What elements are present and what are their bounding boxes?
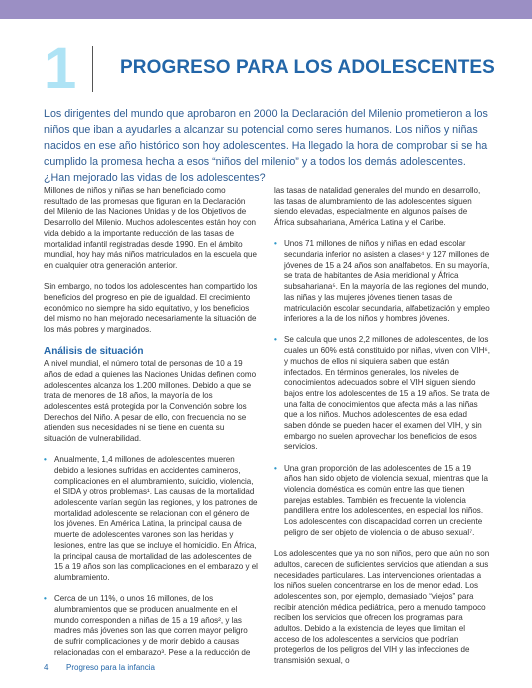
bullet-list [44, 455, 258, 658]
paragraph: Millones de niños y niñas se han beneficiado como resultado de las promesas que figuran en la Declaración del Milenio de las Naciones Unidas y de los Objetivos de Desarrollo del Milenio. Muchos adolescentes están hoy con vida debido a la importante reducción de las tasas de mortalidad infantil registradas desde 1990. En el ámbito mundial, hoy hay más niños matriculados en la escuela que en cualquier otra generación anterior. [44, 186, 257, 270]
paragraph: A nivel mundial, el número total de personas de 10 a 19 años de edad a quienes las Naciones Unidas definen como adolescentes alcanza los 1.200 millones. Debido a que se trata de menores de 18 años, la mayoría de los adolescentes está protegida por la Convención sobre los Derechos del Niño. A pesar de ello, con frecuencia no se atienden sus necesidades ni se tiene en cuenta su situación de vulnerabilidad. [44, 359, 257, 444]
page-footer [44, 663, 155, 672]
paragraph: Sin embargo, no todos los adolescentes han compartido los beneficios del progreso en pie de igualdad. El crecimiento económico no siempre ha sido equitativo, y los beneficios del mismo no han mejorado necesariamente la situación de los más pobres y marginados. [44, 282, 258, 334]
list-item [44, 455, 258, 583]
page-number: 4 [44, 663, 49, 672]
title-divider [92, 46, 93, 92]
bullet-icon: • [274, 463, 277, 473]
list-item [274, 464, 490, 539]
chapter-title: PROGRESO PARA LOS ADOLESCENTES [120, 57, 495, 78]
section-heading: Análisis de situación [44, 346, 144, 358]
list-item-text: Se calcula que unos 2,2 millones de adolescentes, de los cuales un 60% está constituido por niñas, viven con VIH⁶, y muchos de ellos ni siquiera saben que están infectados. En términos generales, los niveles de conocimientos adecuados sobre el VIH siguen siendo bajos entre los adolescentes de 15 a 19 años. Se trata de una falta de conocimientos que afecta más a las niñas que a los niños. Muchos adolescentes de esa edad saben dónde se pueden hacer el examen del VIH, y sin embargo no suelen aprovechar los beneficios de esos servicios. [284, 335, 490, 452]
list-item-text: Cerca de un 11%, o unos 16 millones, de los alumbramientos que se producen anualmente en el mundo corresponden a niñas de 15 a 19 años², y las madres más jóvenes son las que corren mayor peligro de sufrir complicaciones y de morir debido a causas relacionadas con el embarazo³. Pese a la reducción de [54, 594, 251, 657]
paragraph: las tasas de natalidad generales del mundo en desarrollo, las tasas de alumbramiento de las adolescentes siguen siendo elevadas, especialmente en algunos países de África subsahariana, América Latina y el Caribe. [274, 186, 481, 228]
intro-paragraph [44, 106, 494, 186]
top-color-band [0, 0, 532, 19]
list-item [274, 239, 490, 325]
list-item [44, 594, 258, 658]
list-item-text: Una gran proporción de las adolescentes de 15 a 19 años han sido objeto de violencia sexual, mientras que la violencia doméstica es común entre las que tienen parejas estables. También es frecuente la violencia pandillera entre los adolescentes, en especial los niños. Los adolescentes con discapacidad corren un creciente peligro de ser objeto de violencia o de abuso sexual⁷. [284, 463, 488, 537]
bullet-icon: • [44, 594, 47, 604]
left-column [44, 186, 258, 669]
publication-title: Progreso para la infancia [66, 663, 155, 672]
chapter-number: 1 [44, 36, 77, 101]
right-column [274, 186, 490, 677]
list-item-text: Anualmente, 1,4 millones de adolescentes mueren debido a lesiones sufridas en accidentes camineros, complicaciones en el alumbramiento, suicidio, violencia, el SIDA y otros problemas¹. Las causas de la mortalidad adolescente varían según las regiones, y los patrones de mortalidad adolescente se relacionan con el género de los jóvenes. En América Latina, la principal causa de muerte de adolescentes varones son las heridas y lesiones, entre las que se incluye el homicidio. En África, la principal causa de mortalidad de las adolescentes de 15 a 19 años son las complicaciones en el embarazo y el alumbramiento. [54, 455, 258, 582]
bullet-icon: • [274, 335, 277, 345]
intro-text: Los dirigentes del mundo que aprobaron en 2000 la Declaración del Milenio prometieron a los niños que iban a ayudarles a alcanzar su potencial como seres humanos. Los niños y niñas nacidos en ese año histórico son hoy adolescentes. Ha llegado la hora de comprobar si se ha cumplido la promesa hecha a esos “niños del milenio” y a todos los demás adolescentes. ¿Han mejorado las vidas de los adolescentes? [44, 108, 488, 184]
list-item-text: Unos 71 millones de niños y niñas en edad escolar secundaria inferior no asisten a clases⁴ y 127 millones de jóvenes de 15 a 24 años son analfabetos. En su mayoría, se trata de habitantes de Asia meridional y África subsahariana⁵. En la mayoría de las regiones del mundo, las niñas y las mujeres jóvenes tienen tasas de matriculación escolar secundaria, alfabetización y empleo inferiores a la de los niños y hombres jóvenes. [284, 239, 490, 324]
bullet-icon: • [44, 455, 47, 465]
paragraph: Los adolescentes que ya no son niños, pero que aún no son adultos, carecen de suficientes servicios que atiendan a sus necesidades particulares. Las intervenciones orientadas a los niños suelen concentrarse en los de menor edad. Los adolescentes son, por ejemplo, demasiado “viejos” para recibir atención médica pediátrica, pero a menudo tampoco reciben los servicios que ofrecen los programas para adultos. Debido a la existencia de leyes que limitan el acceso de los adolescentes a servicios que podrían protegerlos de los peligros del VIH y las infecciones de transmisión sexual, o [274, 549, 490, 666]
list-item [274, 335, 490, 453]
bullet-list [274, 239, 490, 538]
bullet-icon: • [274, 239, 277, 249]
